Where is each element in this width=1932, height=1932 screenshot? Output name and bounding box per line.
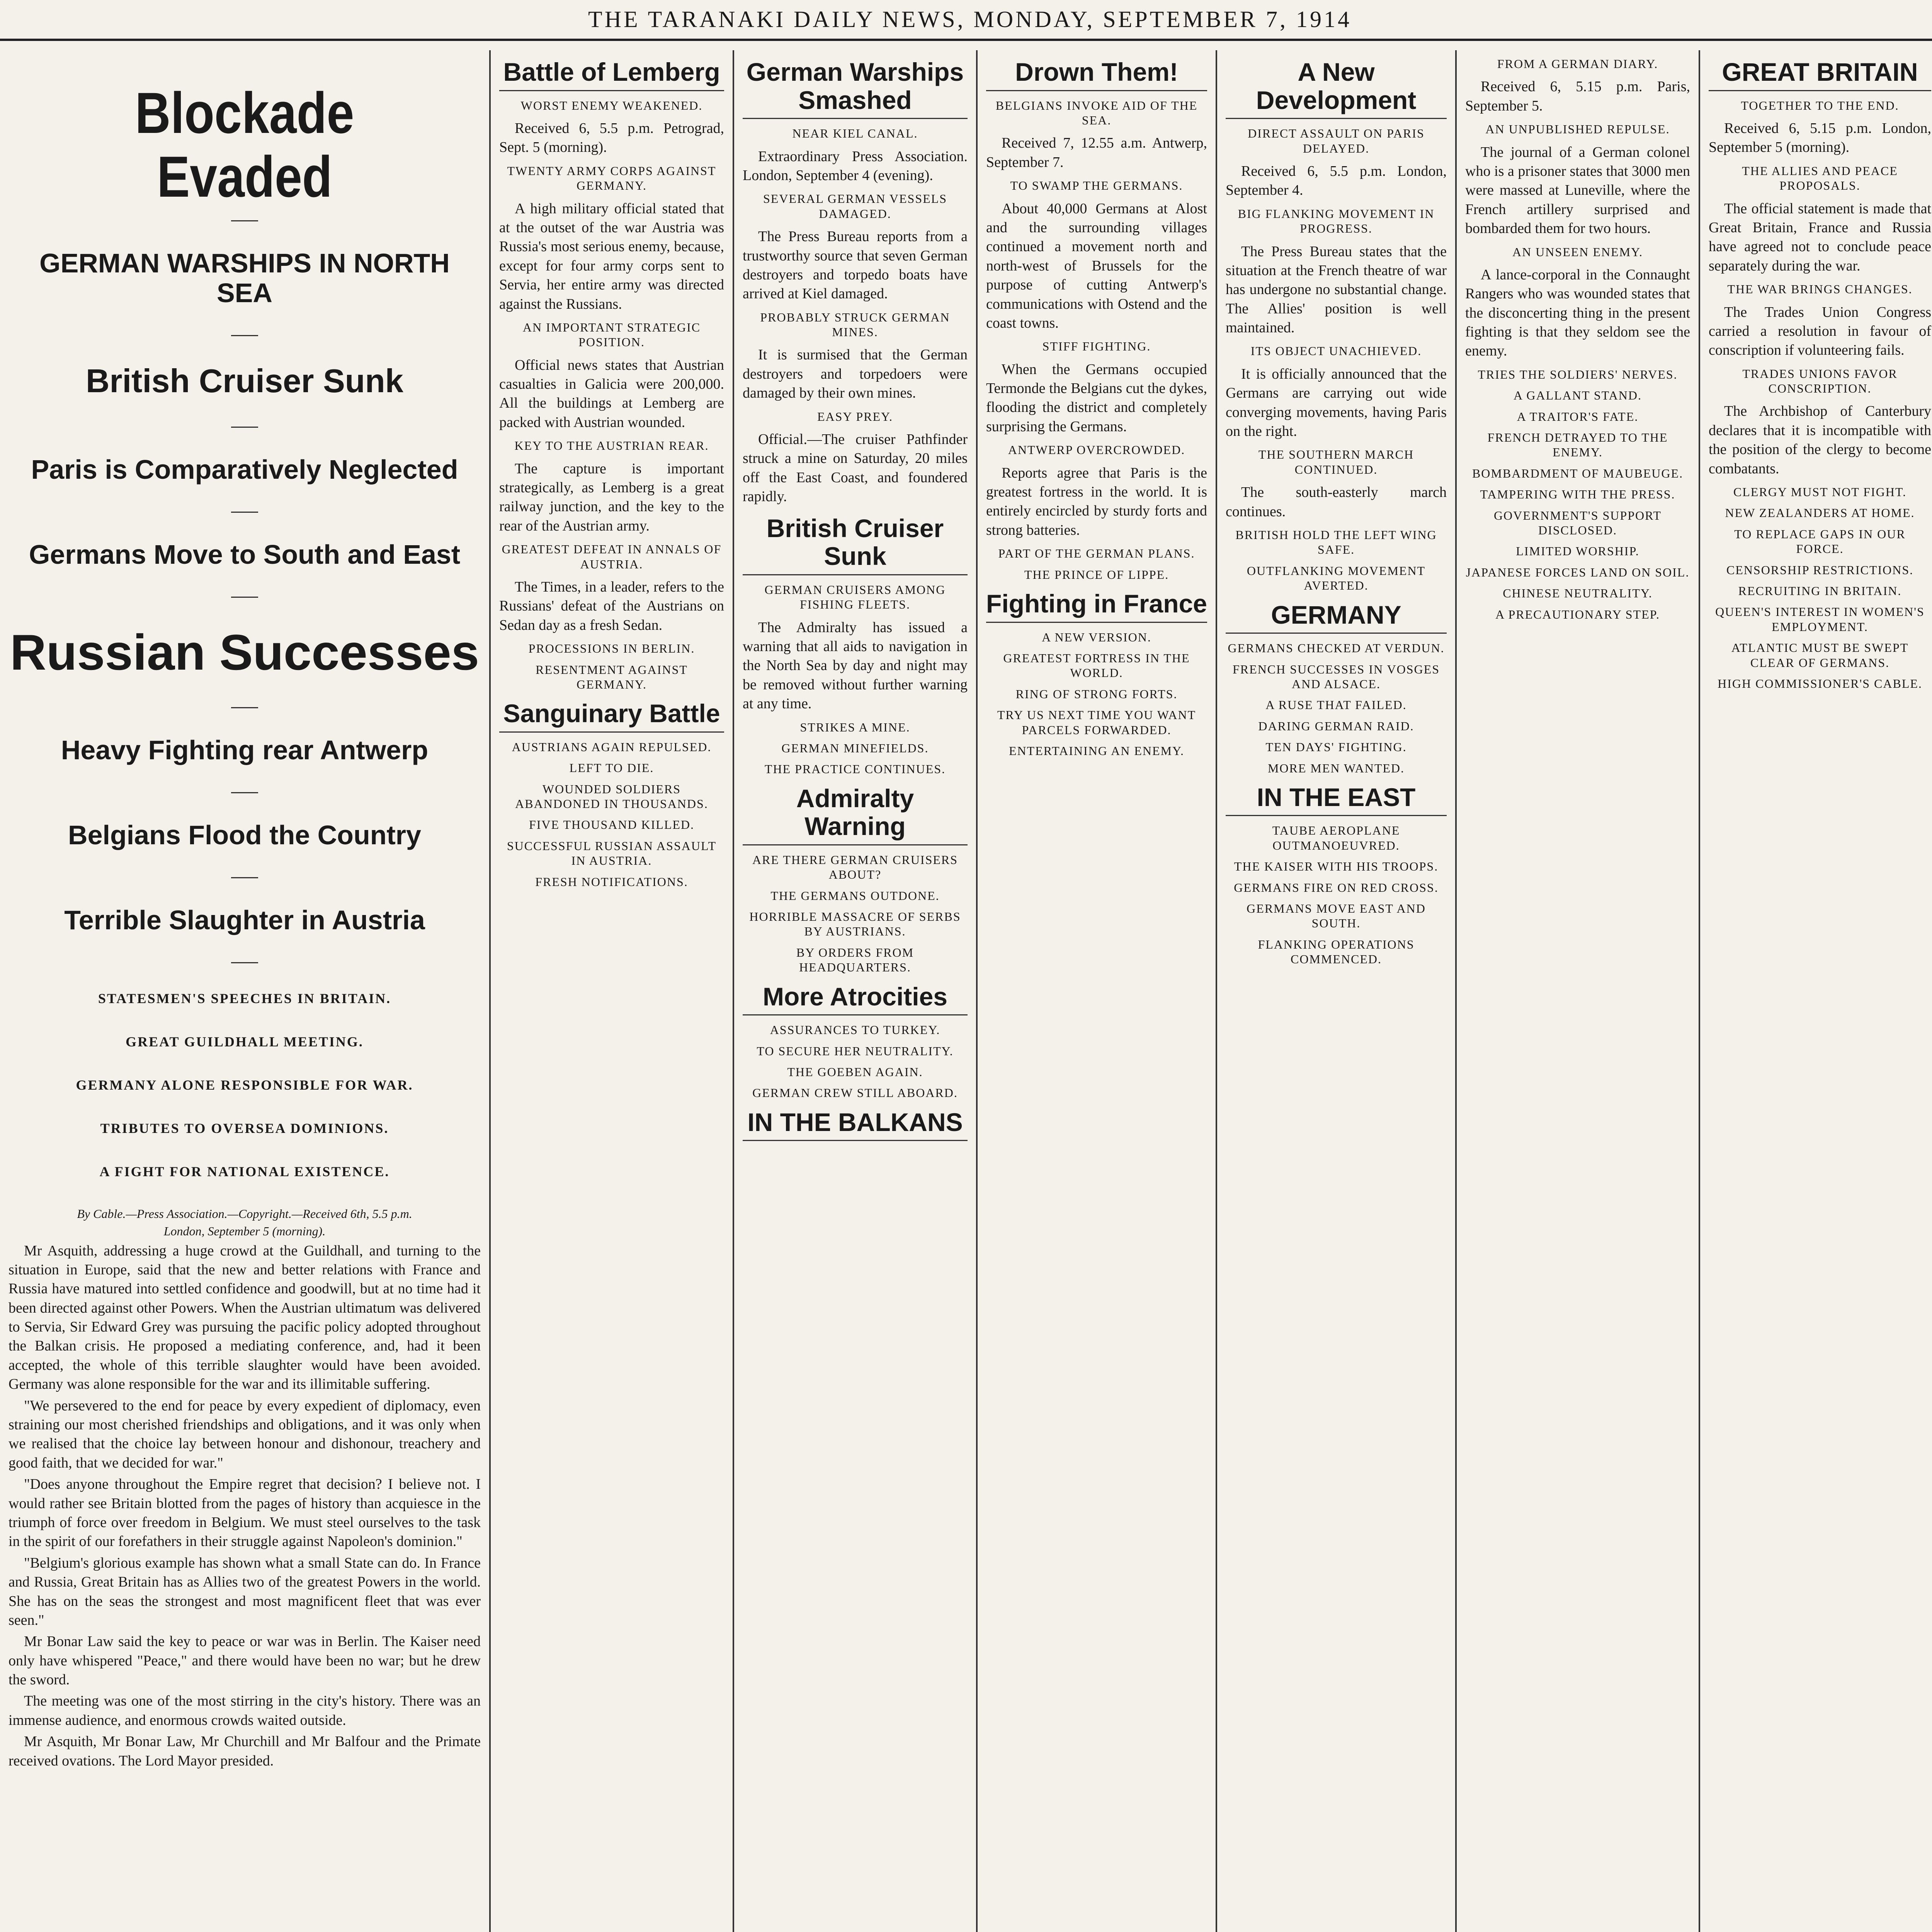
divider (231, 335, 258, 336)
column-subhead: TO SECURE HER NEUTRALITY. (757, 1044, 954, 1058)
column-subhead: HIGH COMMISSIONER'S CABLE. (1718, 676, 1922, 690)
column-subhead: THE PRACTICE CONTINUES. (764, 762, 946, 776)
column-headline: A New Development (1226, 58, 1447, 119)
dateline: London, September 5 (morning). (163, 1224, 326, 1238)
lead-headline: Belgians Flood the Country (68, 820, 421, 850)
lead-headline: Russian Successes (10, 624, 480, 680)
column-subhead: STRIKES A MINE. (800, 720, 910, 734)
article-paragraph: It is officially announced that the Germans are carrying out wide converging movements, having Paris on the right. (1226, 366, 1447, 440)
column-subhead: SUCCESSFUL RUSSIAN ASSAULT IN AUSTRIA. (507, 838, 717, 868)
column-subhead: EASY PREY. (817, 409, 893, 423)
column-subhead: THE GOEBEN AGAIN. (787, 1065, 923, 1079)
column-subhead: QUEEN'S INTEREST IN WOMEN'S EMPLOYMENT. (1715, 605, 1925, 634)
column-subhead: AN IMPORTANT STRATEGIC POSITION. (522, 320, 701, 349)
column-subhead: THE PRINCE OF LIPPE. (1024, 567, 1169, 582)
column-subhead: TAMPERING WITH THE PRESS. (1480, 487, 1675, 502)
news-column (491, 50, 734, 1932)
column-subhead: TO REPLACE GAPS IN OUR FORCE. (1734, 527, 1906, 556)
article-paragraph: "Does anyone throughout the Empire regret that decision? I believe not. I would rather see Britain blotted from the pages of history than acquiesce in the triumph of force over freedom in Belgium. We must steel ourselves to the task in the spirit of our forefathers in their struggle against Napoleon's dominion." (9, 1476, 481, 1550)
article-paragraph: The Press Bureau reports from a trustworthy source that seven German destroyers and torpedo boats have arrived at Kiel damaged. (743, 228, 968, 302)
column-subhead: TRIES THE SOLDIERS' NERVES. (1478, 367, 1678, 381)
news-column (734, 50, 978, 1932)
lead-subhead: A FIGHT FOR NATIONAL EXISTENCE. (99, 1163, 390, 1179)
column-subhead: PART OF THE GERMAN PLANS. (998, 546, 1195, 561)
news-column (1217, 50, 1457, 1932)
article-paragraph: The Press Bureau states that the situation at the French theatre of war has undergone no substantial change. The Allies' position is well maintained. (1226, 243, 1447, 336)
lead-headline: Terrible Slaughter in Austria (64, 905, 425, 935)
column-subhead: TO SWAMP THE GERMANS. (1010, 179, 1183, 193)
article-paragraph: Mr Asquith, addressing a huge crowd at the Guildhall, and turning to the situation in Europe, said that the new and better relations with France and Russia have matured into settled confidence and goodwill, but at no time had it been directed against other Powers. When the Austrian ultimatum was delivered to Servia, Sir Edward Grey was pursuing the pacific policy adopted throughout the Balkan crisis. He proposed a mediating conference, and, had it been accepted, the whole of this terrible slaughter would have been avoided. Germany was alone responsible for the war and its illimitable suffering. (9, 1242, 481, 1393)
column-subhead: CLERGY MUST NOT FIGHT. (1733, 485, 1907, 499)
column-subhead: GERMANS MOVE EAST AND SOUTH. (1247, 901, 1426, 930)
column-subhead: TRY US NEXT TIME YOU WANT PARCELS FORWARDED. (997, 708, 1196, 737)
column-subhead: BOMBARDMENT OF MAUBEUGE. (1472, 466, 1684, 480)
column-subhead: CHINESE NEUTRALITY. (1503, 586, 1653, 600)
article-paragraph: Mr Bonar Law said the key to peace or war was in Berlin. The Kaiser need only have whispered "Peace," and there would have been no war; but he drew the sword. (9, 1633, 481, 1688)
column-subhead: A GALLANT STAND. (1514, 388, 1642, 403)
article-paragraph: When the Germans occupied Termonde the Belgians cut the dykes, flooding the district and completely surprising the Germans. (986, 361, 1207, 435)
column-subhead: GERMAN MINEFIELDS. (781, 741, 929, 755)
article-paragraph: "Belgium's glorious example has shown what a small State can do. In France and Russia, Great Britain has as Allies two of the greatest Powers in the world. She has on the seas the strongest and most magnificent fleet that was ever seen." (9, 1554, 481, 1628)
divider (231, 877, 258, 878)
column-subhead: GREATEST DEFEAT IN ANNALS OF AUSTRIA. (502, 542, 722, 571)
news-column (1700, 50, 1932, 1932)
article-paragraph: Official.—The cruiser Pathfinder struck a mine on Saturday, 20 miles off the East Coast, and foundered rapidly. (743, 431, 968, 505)
column-subhead: GERMAN CREW STILL ABOARD. (752, 1086, 958, 1100)
article-paragraph: The meeting was one of the most stirring in the city's history. There was an immense audience, and enormous crowds waited outside. (9, 1693, 481, 1728)
column-headline: IN THE EAST (1226, 783, 1447, 816)
column-subhead: ASSURANCES TO TURKEY. (770, 1023, 940, 1037)
column-subhead: TRADES UNIONS FAVOR CONSCRIPTION. (1742, 366, 1898, 396)
column-subhead: CENSORSHIP RESTRICTIONS. (1726, 563, 1914, 577)
article-paragraph: Received 6, 5.5 p.m. Petrograd, Sept. 5 (morning). (499, 120, 724, 156)
column-subhead: ENTERTAINING AN ENEMY. (1009, 743, 1184, 758)
column-subhead: TWENTY ARMY CORPS AGAINST GERMANY. (507, 163, 716, 193)
lead-headline: Paris is Comparatively Neglected (31, 454, 458, 485)
article-paragraph: Mr Asquith, Mr Bonar Law, Mr Churchill and Mr Balfour and the Primate received ovations. The Lord Mayor presided. (9, 1733, 481, 1769)
column-subhead: BRITISH HOLD THE LEFT WING SAFE. (1235, 528, 1437, 557)
column-subhead: SEVERAL GERMAN VESSELS DAMAGED. (763, 192, 947, 221)
article-paragraph: Received 6, 5.15 p.m. Paris, September 5. (1465, 78, 1690, 114)
column-subhead: ATLANTIC MUST BE SWEPT CLEAR OF GERMANS. (1731, 641, 1909, 670)
column-subhead: GERMAN CRUISERS AMONG FISHING FLEETS. (764, 582, 946, 612)
article-paragraph: A lance-corporal in the Connaught Rangers who was wounded states that the disconcerting thing in the present fighting is that they seldom see the enemy. (1465, 266, 1690, 359)
article-paragraph: The journal of a German colonel who is a prisoner states that 3000 men were massed at Luneville, where the French artillery surprised and bombarded them for two hours. (1465, 144, 1690, 237)
lead-subhead: GERMANY ALONE RESPONSIBLE FOR WAR. (76, 1077, 413, 1093)
column-subhead: RECRUITING IN BRITAIN. (1738, 583, 1902, 598)
article-paragraph: The capture is important strategically, as Lemberg is a great railway junction, and the key to the rear of the Austrian army. (499, 460, 724, 534)
lead-headline: GERMAN WARSHIPS IN NORTH SEA (39, 248, 450, 308)
lead-subhead: TRIBUTES TO OVERSEA DOMINIONS. (100, 1120, 389, 1136)
divider (231, 597, 258, 598)
column-subhead: A RUSE THAT FAILED. (1265, 698, 1407, 712)
lead-subhead: STATESMEN'S SPEECHES IN BRITAIN. (98, 990, 391, 1006)
column-subhead: KEY TO THE AUSTRIAN REAR. (514, 439, 709, 453)
column-subhead: BELGIANS INVOKE AID OF THE SEA. (995, 98, 1198, 127)
column-subhead: TEN DAYS' FIGHTING. (1265, 740, 1407, 754)
article-paragraph: The south-easterly march continues. (1226, 484, 1447, 520)
column-subhead: PROCESSIONS IN BERLIN. (528, 641, 695, 656)
lead-headline: British Cruiser Sunk (86, 363, 403, 400)
column-subhead: FRENCH SUCCESSES IN VOSGES AND ALSACE. (1233, 662, 1440, 691)
column-subhead: DARING GERMAN RAID. (1258, 719, 1414, 733)
news-column (1457, 50, 1700, 1932)
divider (231, 792, 258, 793)
column-subhead: ITS OBJECT UNACHIEVED. (1250, 344, 1422, 358)
column-headline: IN THE BALKANS (743, 1108, 968, 1141)
divider (231, 962, 258, 963)
column-subhead: A NEW VERSION. (1042, 630, 1151, 644)
column-subhead: FLANKING OPERATIONS COMMENCED. (1258, 937, 1415, 966)
column-subhead: STIFF FIGHTING. (1042, 339, 1151, 354)
column-subhead: FROM A GERMAN DIARY. (1497, 57, 1658, 71)
column-subhead: AN UNSEEN ENEMY. (1512, 245, 1643, 259)
article-paragraph: Received 6, 5.5 p.m. London, September 4. (1226, 163, 1447, 199)
news-column (978, 50, 1217, 1932)
column-headline: Fighting in France (986, 590, 1207, 623)
column-subhead: RING OF STRONG FORTS. (1015, 687, 1178, 701)
column-subhead: PROBABLY STRUCK GERMAN MINES. (760, 310, 950, 339)
column-subhead: RESENTMENT AGAINST GERMANY. (536, 662, 688, 691)
column-headline: Admiralty Warning (743, 784, 968, 845)
column-subhead: BY ORDERS FROM HEADQUARTERS. (796, 945, 914, 975)
column-headline: Battle of Lemberg (499, 58, 724, 91)
lead-subhead: GREAT GUILDHALL MEETING. (126, 1034, 364, 1049)
column-subhead: A PRECAUTIONARY STEP. (1495, 607, 1660, 621)
article-paragraph: The official statement is made that Great Britain, France and Russia have agreed not to conclude peace separately during the war. (1709, 200, 1931, 274)
column-subhead: FRESH NOTIFICATIONS. (535, 874, 688, 889)
column-subhead: ANTWERP OVERCROWDED. (1008, 443, 1185, 457)
column-subhead: NEAR KIEL CANAL. (792, 126, 918, 141)
article-paragraph: It is surmised that the German destroyers and torpedoers were damaged by their own mines. (743, 347, 968, 401)
article-paragraph: The Admiralty has issued a warning that all aids to navigation in the North Sea by day and night may be removed without further warning at any time. (743, 619, 968, 712)
article-paragraph: The Times, in a leader, refers to the Russians' defeat of the Austrians on Sedan day as a fresh Sedan. (499, 578, 724, 633)
column-subhead: ARE THERE GERMAN CRUISERS ABOUT? (752, 852, 958, 882)
lead-title: Blockade Evaded (135, 80, 354, 209)
column-headline: GERMANY (1226, 601, 1447, 634)
column-subhead: TAUBE AEROPLANE OUTMANOEUVRED. (1272, 823, 1400, 852)
byline: By Cable.—Press Association.—Copyright.—Received 6th, 5.5 p.m. (77, 1206, 412, 1221)
article-paragraph: Extraordinary Press Association. London, September 4 (evening). (743, 148, 968, 184)
article-paragraph: Official news states that Austrian casualties in Galicia were 200,000. All the buildings at Lemberg are packed with Austrian wounded. (499, 357, 724, 430)
column-subhead: LEFT TO DIE. (569, 761, 654, 775)
column-headline: British Cruiser Sunk (743, 514, 968, 575)
column-subhead: GOVERNMENT'S SUPPORT DISCLOSED. (1493, 508, 1662, 537)
divider (231, 512, 258, 513)
column-subhead: LIMITED WORSHIP. (1516, 544, 1639, 558)
column-subhead: NEW ZEALANDERS AT HOME. (1725, 506, 1915, 520)
column-headline: German Warships Smashed (743, 58, 968, 119)
column-headline: Drown Them! (986, 58, 1207, 91)
article-paragraph: About 40,000 Germans at Alost and the surrounding villages continued a movement north and north-west of Brussels for the purpose of cutting Antwerp's communications with Ostend and the coast towns. (986, 200, 1207, 331)
column-subhead: MORE MEN WANTED. (1267, 761, 1405, 775)
divider (231, 220, 258, 221)
column-subhead: THE WAR BRINGS CHANGES. (1727, 282, 1913, 296)
column-subhead: OUTFLANKING MOVEMENT AVERTED. (1247, 563, 1426, 593)
masthead: THE TARANAKI DAILY NEWS, MONDAY, SEPTEMBER 7, 1914 (0, 0, 1932, 41)
column-subhead: GERMANS CHECKED AT VERDUN. (1228, 641, 1445, 655)
article-paragraph: The Archbishop of Canterbury declares that it is incompatible with the position of the clergy to become combatants. (1709, 403, 1931, 477)
article-paragraph: "We persevered to the end for peace by every expedient of diplomacy, even straining our most cherished friendships and obligations, and it was only when we realised that the choice lay between honour and dishonour, treachery and good faith, that we decided for war." (9, 1397, 481, 1471)
column-subhead: GREATEST FORTRESS IN THE WORLD. (1003, 651, 1190, 680)
column-subhead: A TRAITOR'S FATE. (1517, 409, 1639, 423)
column-subhead: JAPANESE FORCES LAND ON SOIL. (1466, 565, 1690, 579)
column-subhead: DIRECT ASSAULT ON PARIS DELAYED. (1248, 126, 1425, 155)
column-subhead: TOGETHER TO THE END. (1741, 98, 1899, 112)
column-subhead: THE SOUTHERN MARCH CONTINUED. (1258, 447, 1414, 476)
column-subhead: THE ALLIES AND PEACE PROPOSALS. (1742, 163, 1898, 193)
divider (231, 427, 258, 428)
column-subhead: THE KAISER WITH HIS TROOPS. (1234, 859, 1439, 874)
column-subhead: THE GERMANS OUTDONE. (770, 888, 940, 903)
column-headline: More Atrocities (743, 983, 968, 1016)
column-subhead: AN UNPUBLISHED REPULSE. (1485, 122, 1670, 136)
column-subhead: FIVE THOUSAND KILLED. (529, 818, 695, 832)
column-subhead: GERMANS FIRE ON RED CROSS. (1234, 880, 1439, 895)
lead-headline: Heavy Fighting rear Antwerp (61, 735, 429, 765)
column-headline: GREAT BRITAIN (1709, 58, 1931, 91)
article-paragraph: A high military official stated that at the outset of the war Austria was Russia's most serious enemy, because, except for four army corps sent to Servia, her entire army was directed against the Russians. (499, 200, 724, 312)
column-subhead: HORRIBLE MASSACRE OF SERBS BY AUSTRIANS. (749, 910, 961, 939)
lead-column (0, 50, 491, 1932)
divider (231, 707, 258, 708)
column-subhead: WORST ENEMY WEAKENED. (520, 98, 703, 112)
column-subhead: BIG FLANKING MOVEMENT IN PROGRESS. (1238, 206, 1435, 236)
article-paragraph: The Trades Union Congress carried a resolution in favour of conscription if volunteering fails. (1709, 304, 1931, 359)
article-paragraph: Received 6, 5.15 p.m. London, September 5 (morning). (1709, 120, 1931, 156)
column-headline: Sanguinary Battle (499, 699, 724, 733)
column-subhead: AUSTRIANS AGAIN REPULSED. (512, 740, 712, 754)
article-paragraph: Received 7, 12.55 a.m. Antwerp, September 7. (986, 135, 1207, 170)
article-paragraph: Reports agree that Paris is the greatest fortress in the world. It is entirely encircled by sturdy forts and strong batteries. (986, 464, 1207, 538)
column-subhead: WOUNDED SOLDIERS ABANDONED IN THOUSANDS. (515, 782, 708, 811)
column-subhead: FRENCH DETRAYED TO THE ENEMY. (1487, 430, 1668, 459)
lead-headline: Germans Move to South and East (29, 539, 461, 570)
